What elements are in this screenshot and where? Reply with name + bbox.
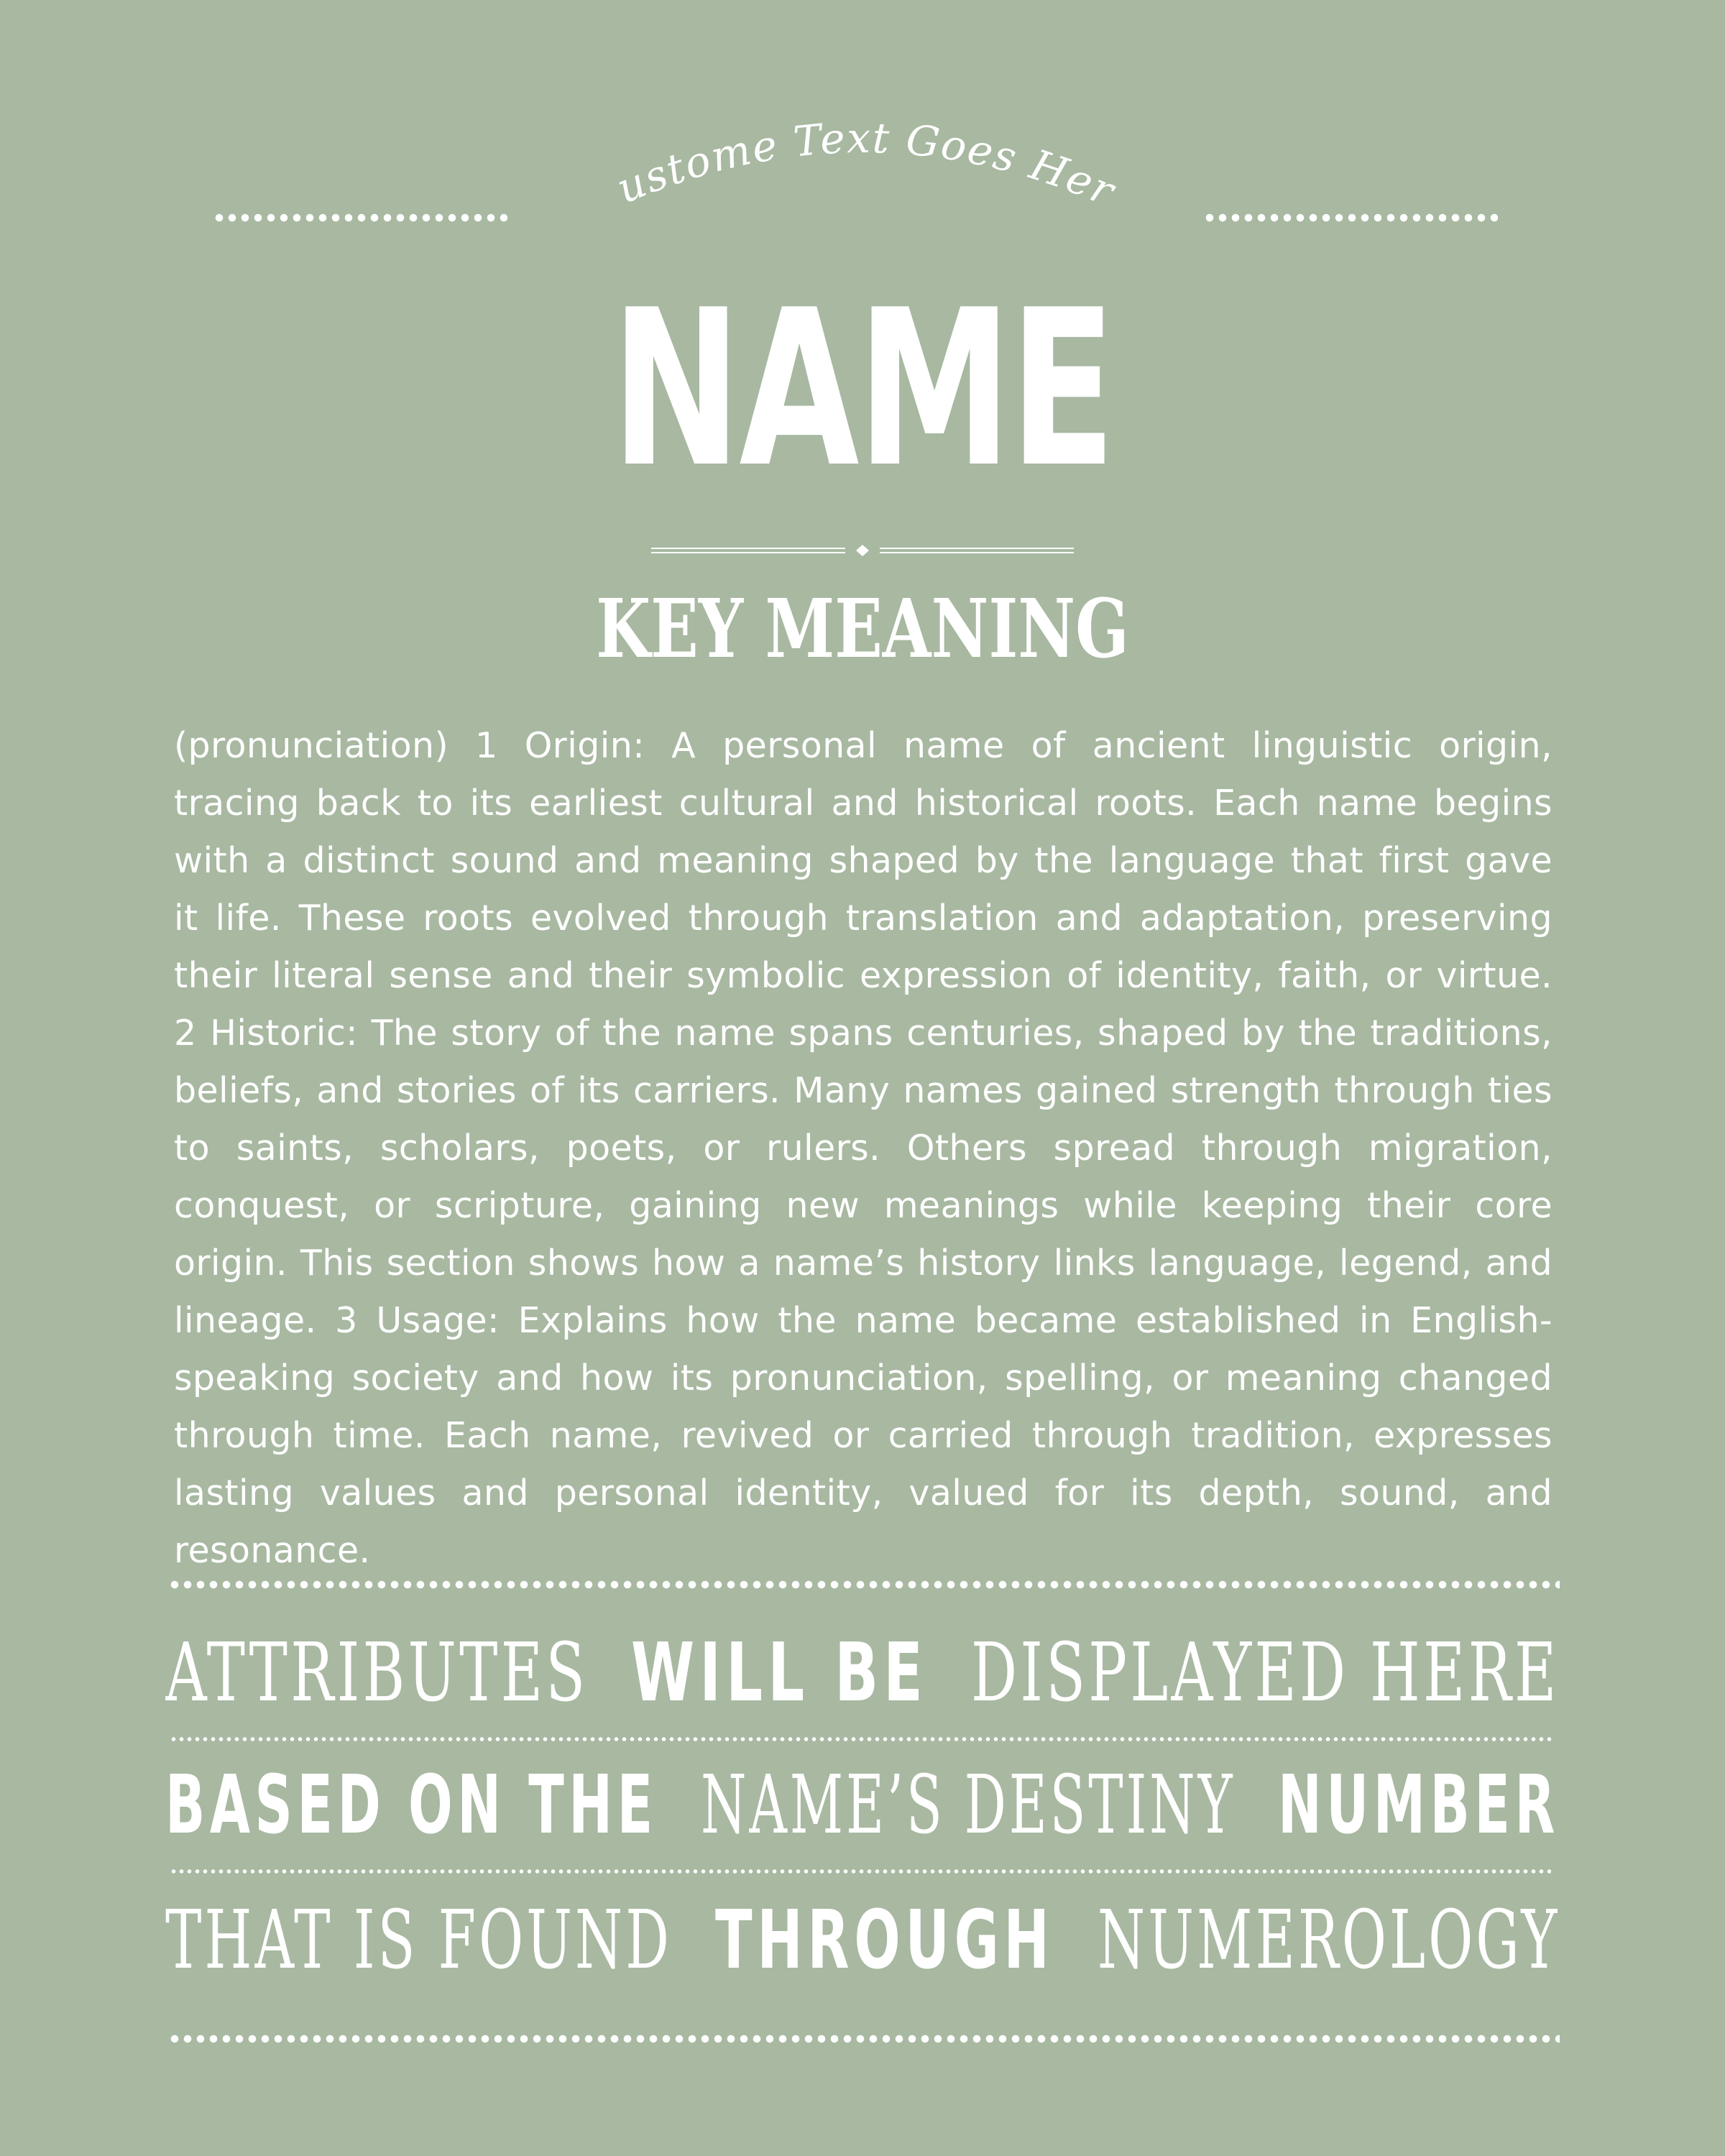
description-paragraph: (pronunciation) 1 Origin: A personal name of ancient linguistic origin, tracing back to its earliest cultural and historical roots. Each name begins with a distinct sound and meaning shaped by the language that first gave it life. These roots evolved through translation and adaptation, preserving their literal sense and their symbolic expression of identity, faith, or virtue. 2 Historic: The story of the name spans centuries, shaped by the traditions, beliefs, and stories of its carriers. Many names gained strength through ties to saints, scholars, poets, or rulers. Others spread through migration, conquest, or scripture, gaining new meanings while keeping their core origin. This section shows how a name’s history links language, legend, and lineage. 3 Usage: Explains how the name became established in English-speaking society and how its pronunciation, spelling, or meaning changed through time. Each name, revived or carried through tradition, expresses lasting values and personal identity, valued for its depth, sound, and resonance. bbox=[174, 725, 1552, 1571]
header-dots-left bbox=[213, 213, 507, 223]
attributes-dots-top bbox=[168, 1580, 1560, 1590]
svg-text:Custome Text Goes Here bbox=[580, 85, 1123, 216]
attributes-dots-2 bbox=[170, 1869, 1551, 1874]
attributes-dots-1 bbox=[170, 1736, 1551, 1742]
attr-1-part-3: DISPLAYED HERE bbox=[971, 1630, 1560, 1716]
attr-2-part-3: NUMBER bbox=[1278, 1762, 1560, 1848]
attr-2-part-2: NAME’S DESTINY bbox=[700, 1762, 1236, 1848]
attr-3-part-2: THROUGH bbox=[714, 1897, 1054, 1984]
attributes-dots-bottom bbox=[168, 2034, 1560, 2044]
script-text-label: Custome Text Goes Here bbox=[579, 85, 1123, 216]
attr-1-part-2: WILL BE bbox=[631, 1630, 929, 1716]
attr-3-part-3: NUMEROLOGY bbox=[1097, 1897, 1560, 1984]
attribute-line-3 bbox=[165, 1897, 1560, 1984]
attr-2-part-1: BASED ON THE bbox=[165, 1762, 658, 1848]
script-text-arc bbox=[579, 85, 1128, 224]
custom-script-text bbox=[579, 85, 1128, 224]
name-title: NAME bbox=[611, 264, 1114, 515]
attribute-line-1 bbox=[165, 1630, 1560, 1716]
ornament-divider bbox=[651, 543, 1074, 558]
attr-1-part-1: ATTRIBUTES bbox=[165, 1630, 589, 1716]
attr-3-part-1: THAT IS FOUND bbox=[165, 1897, 672, 1984]
key-meaning-heading: KEY MEANING bbox=[596, 582, 1129, 676]
header-dots-right bbox=[1203, 213, 1498, 223]
attribute-line-2 bbox=[165, 1762, 1560, 1848]
